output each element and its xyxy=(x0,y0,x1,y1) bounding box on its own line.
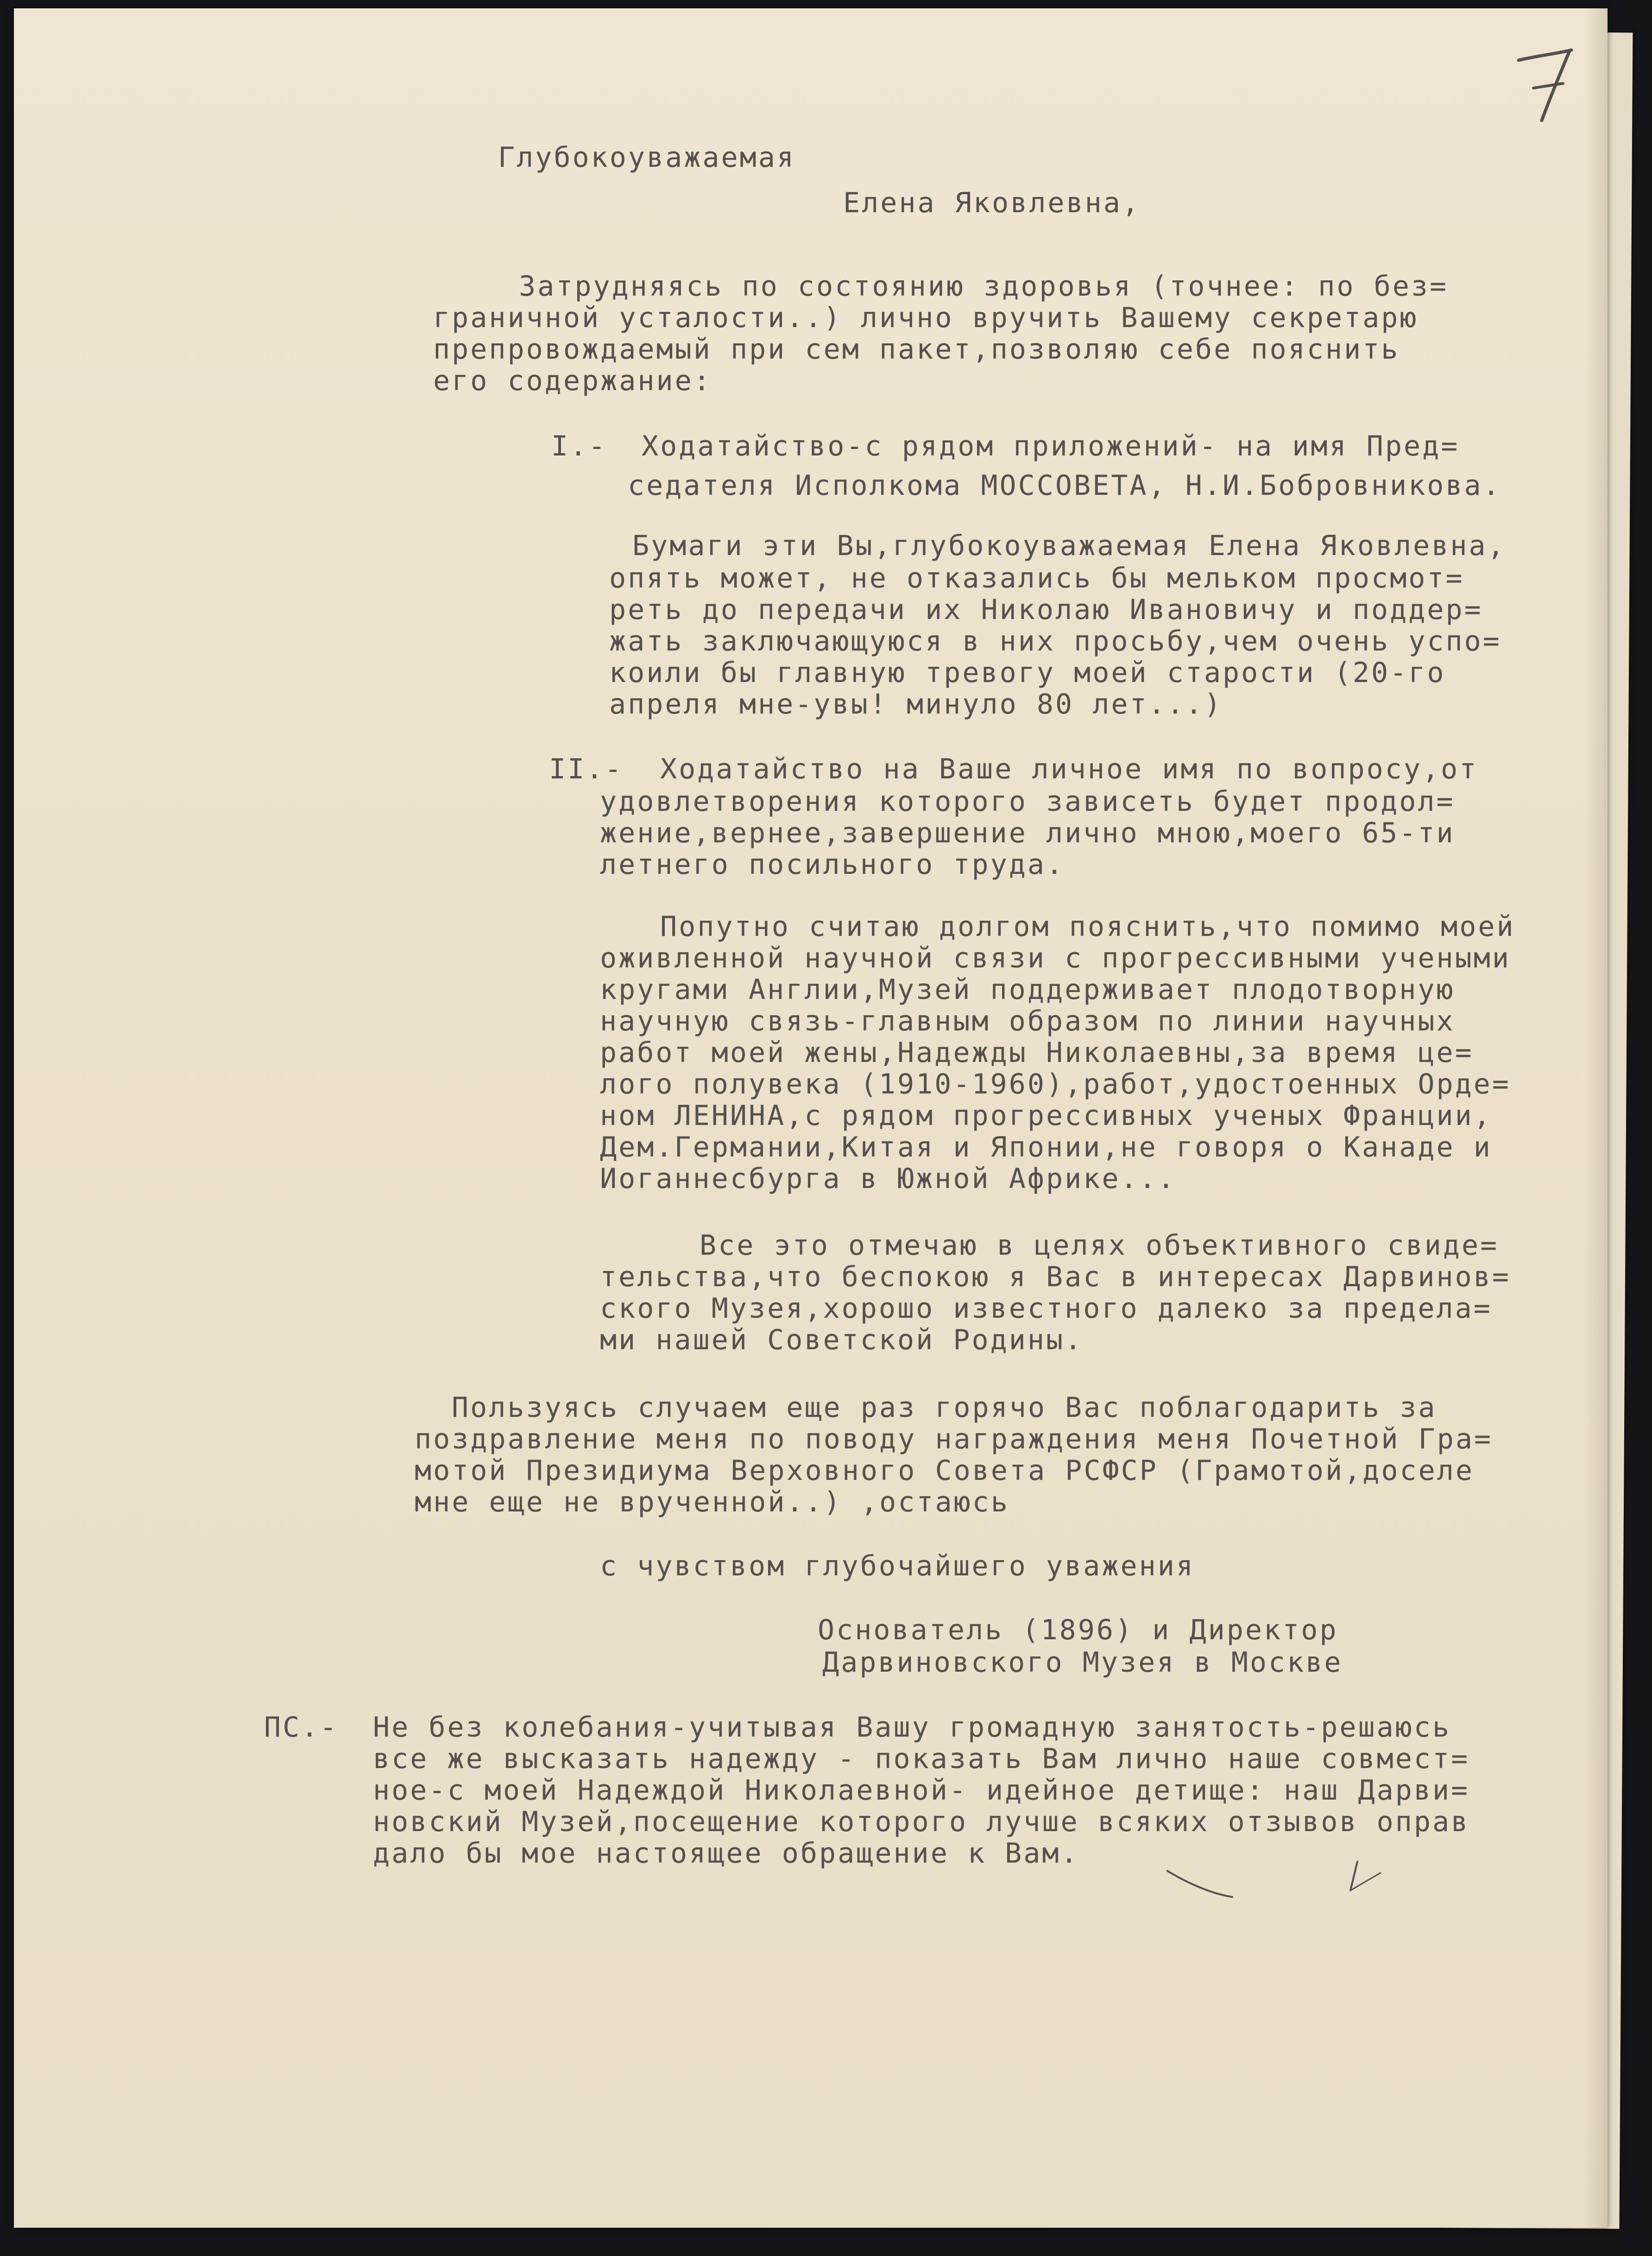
intro-line: препровождаемый при сем пакет,позволяю себе пояснить xyxy=(433,333,1400,366)
item-1-line: седателя Исполкома МОССОВЕТА, Н.И.Бобровникова. xyxy=(628,469,1501,502)
salutation-line-1: Глубокоуважаемая xyxy=(498,141,795,174)
item-2-number: II.- xyxy=(549,753,624,785)
postscript-line: ное-с моей Надеждой Николаевной- идейное детище: наш Дарви= xyxy=(373,1774,1470,1807)
item-2-paragraph-line: Все это отмечаю в целях объективного свиде= xyxy=(700,1229,1499,1262)
signature-line-1: Основатель (1896) и Директор xyxy=(818,1614,1338,1646)
item-1-paragraph-line: коили бы главную тревогу моей старости (20-го xyxy=(609,657,1446,689)
item-2-line: удовлетворения которого зависеть будет продол= xyxy=(600,785,1455,818)
item-2-paragraph-line: тельства,что беспокою я Вас в интересах Дарвинов= xyxy=(600,1261,1511,1293)
item-1-number: I.- xyxy=(551,430,607,462)
postscript-line: все же высказать надежду - показать Вам лично наше совмест= xyxy=(373,1743,1470,1775)
item-1-paragraph-line: опять может, не отказались бы мельком просмот= xyxy=(609,562,1464,594)
item-2-paragraph-line: ского Музея,хорошо известного далеко за предела= xyxy=(600,1292,1492,1325)
item-1-paragraph-line: реть до передачи их Николаю Ивановичу и поддер= xyxy=(609,594,1483,626)
closing-line: мотой Президиума Верховного Совета РСФСР (Грамотой,доселе xyxy=(415,1454,1475,1487)
postscript-label: ПС.- xyxy=(264,1711,339,1744)
item-1-paragraph-line: жать заключающуюся в них просьбу,чем очень успо= xyxy=(609,625,1501,657)
page-edge-shadow xyxy=(1584,8,1608,2228)
item-2-line: летнего посильного труда. xyxy=(600,848,1065,881)
intro-line: Затрудняясь по состоянию здоровья (точнее: по без= xyxy=(519,270,1449,303)
item-1-line: Ходатайство-с рядом приложений- на имя Пред= xyxy=(642,430,1460,462)
intro-line: его содержание: xyxy=(433,365,712,397)
item-2-paragraph-line: Иоганнесбурга в Южной Африке... xyxy=(600,1163,1176,1195)
postscript-line: дало бы мое настоящее обращение к Вам. xyxy=(373,1837,1079,1870)
closing-line: поздравление меня по поводу награждения меня Почетной Гра= xyxy=(415,1423,1493,1455)
postscript-line: новский Музей,посещение которого лучше всяких отзывов оправ xyxy=(373,1806,1470,1838)
postscript-line: Не без колебания-учитывая Вашу громадную занятость-решаюсь xyxy=(373,1711,1451,1744)
item-2-paragraph-line: Попутно считаю долгом пояснить,что помимо моей xyxy=(660,910,1515,943)
item-2-line: Ходатайство на Ваше личное имя по вопросу,от xyxy=(660,753,1478,785)
item-2-paragraph-line: ми нашей Советской Родины. xyxy=(600,1324,1084,1356)
closing-line: Пользуясь случаем еще раз горячо Вас поблагодарить за xyxy=(452,1391,1437,1424)
closing-line: мне еще не врученной..) ,остаюсь xyxy=(415,1486,1009,1518)
item-2-paragraph-line: научную связь-главным образом по линии научных xyxy=(600,1005,1455,1037)
item-2-paragraph-line: оживленной научной связи с прогрессивными учеными xyxy=(600,942,1511,974)
letter-page xyxy=(14,8,1608,2228)
item-2-paragraph-line: кругами Англии,Музей поддерживает плодотворную xyxy=(600,973,1455,1006)
signature-line-2: Дарвиновского Музея в Москве xyxy=(822,1646,1343,1679)
intro-line: граничной усталости..) лично вручить Вашему секретарю xyxy=(433,302,1419,334)
item-2-paragraph-line: лого полувека (1910-1960),работ,удостоенных Орде= xyxy=(600,1068,1511,1100)
regards-line: с чувством глубочайшего уважения xyxy=(600,1550,1195,1582)
item-2-line: жение,вернее,завершение лично мною,моего 65-ти xyxy=(600,817,1455,849)
item-1-paragraph-line: апреля мне-увы! минуло 80 лет...) xyxy=(609,688,1223,720)
item-1-paragraph-line: Бумаги эти Вы,глубокоуважаемая Елена Яковлевна, xyxy=(632,530,1506,562)
pencil-marks xyxy=(1163,1852,1422,1908)
salutation-line-2: Елена Яковлевна, xyxy=(843,187,1141,219)
folio-number-handwritten xyxy=(1506,41,1580,129)
item-2-paragraph-line: работ моей жены,Надежды Николаевны,за время це= xyxy=(600,1036,1474,1069)
item-2-paragraph-line: ном ЛЕНИНА,с рядом прогрессивных ученых Франции, xyxy=(600,1100,1492,1132)
item-2-paragraph-line: Дем.Германии,Китая и Японии,не говоря о Канаде и xyxy=(600,1131,1492,1163)
